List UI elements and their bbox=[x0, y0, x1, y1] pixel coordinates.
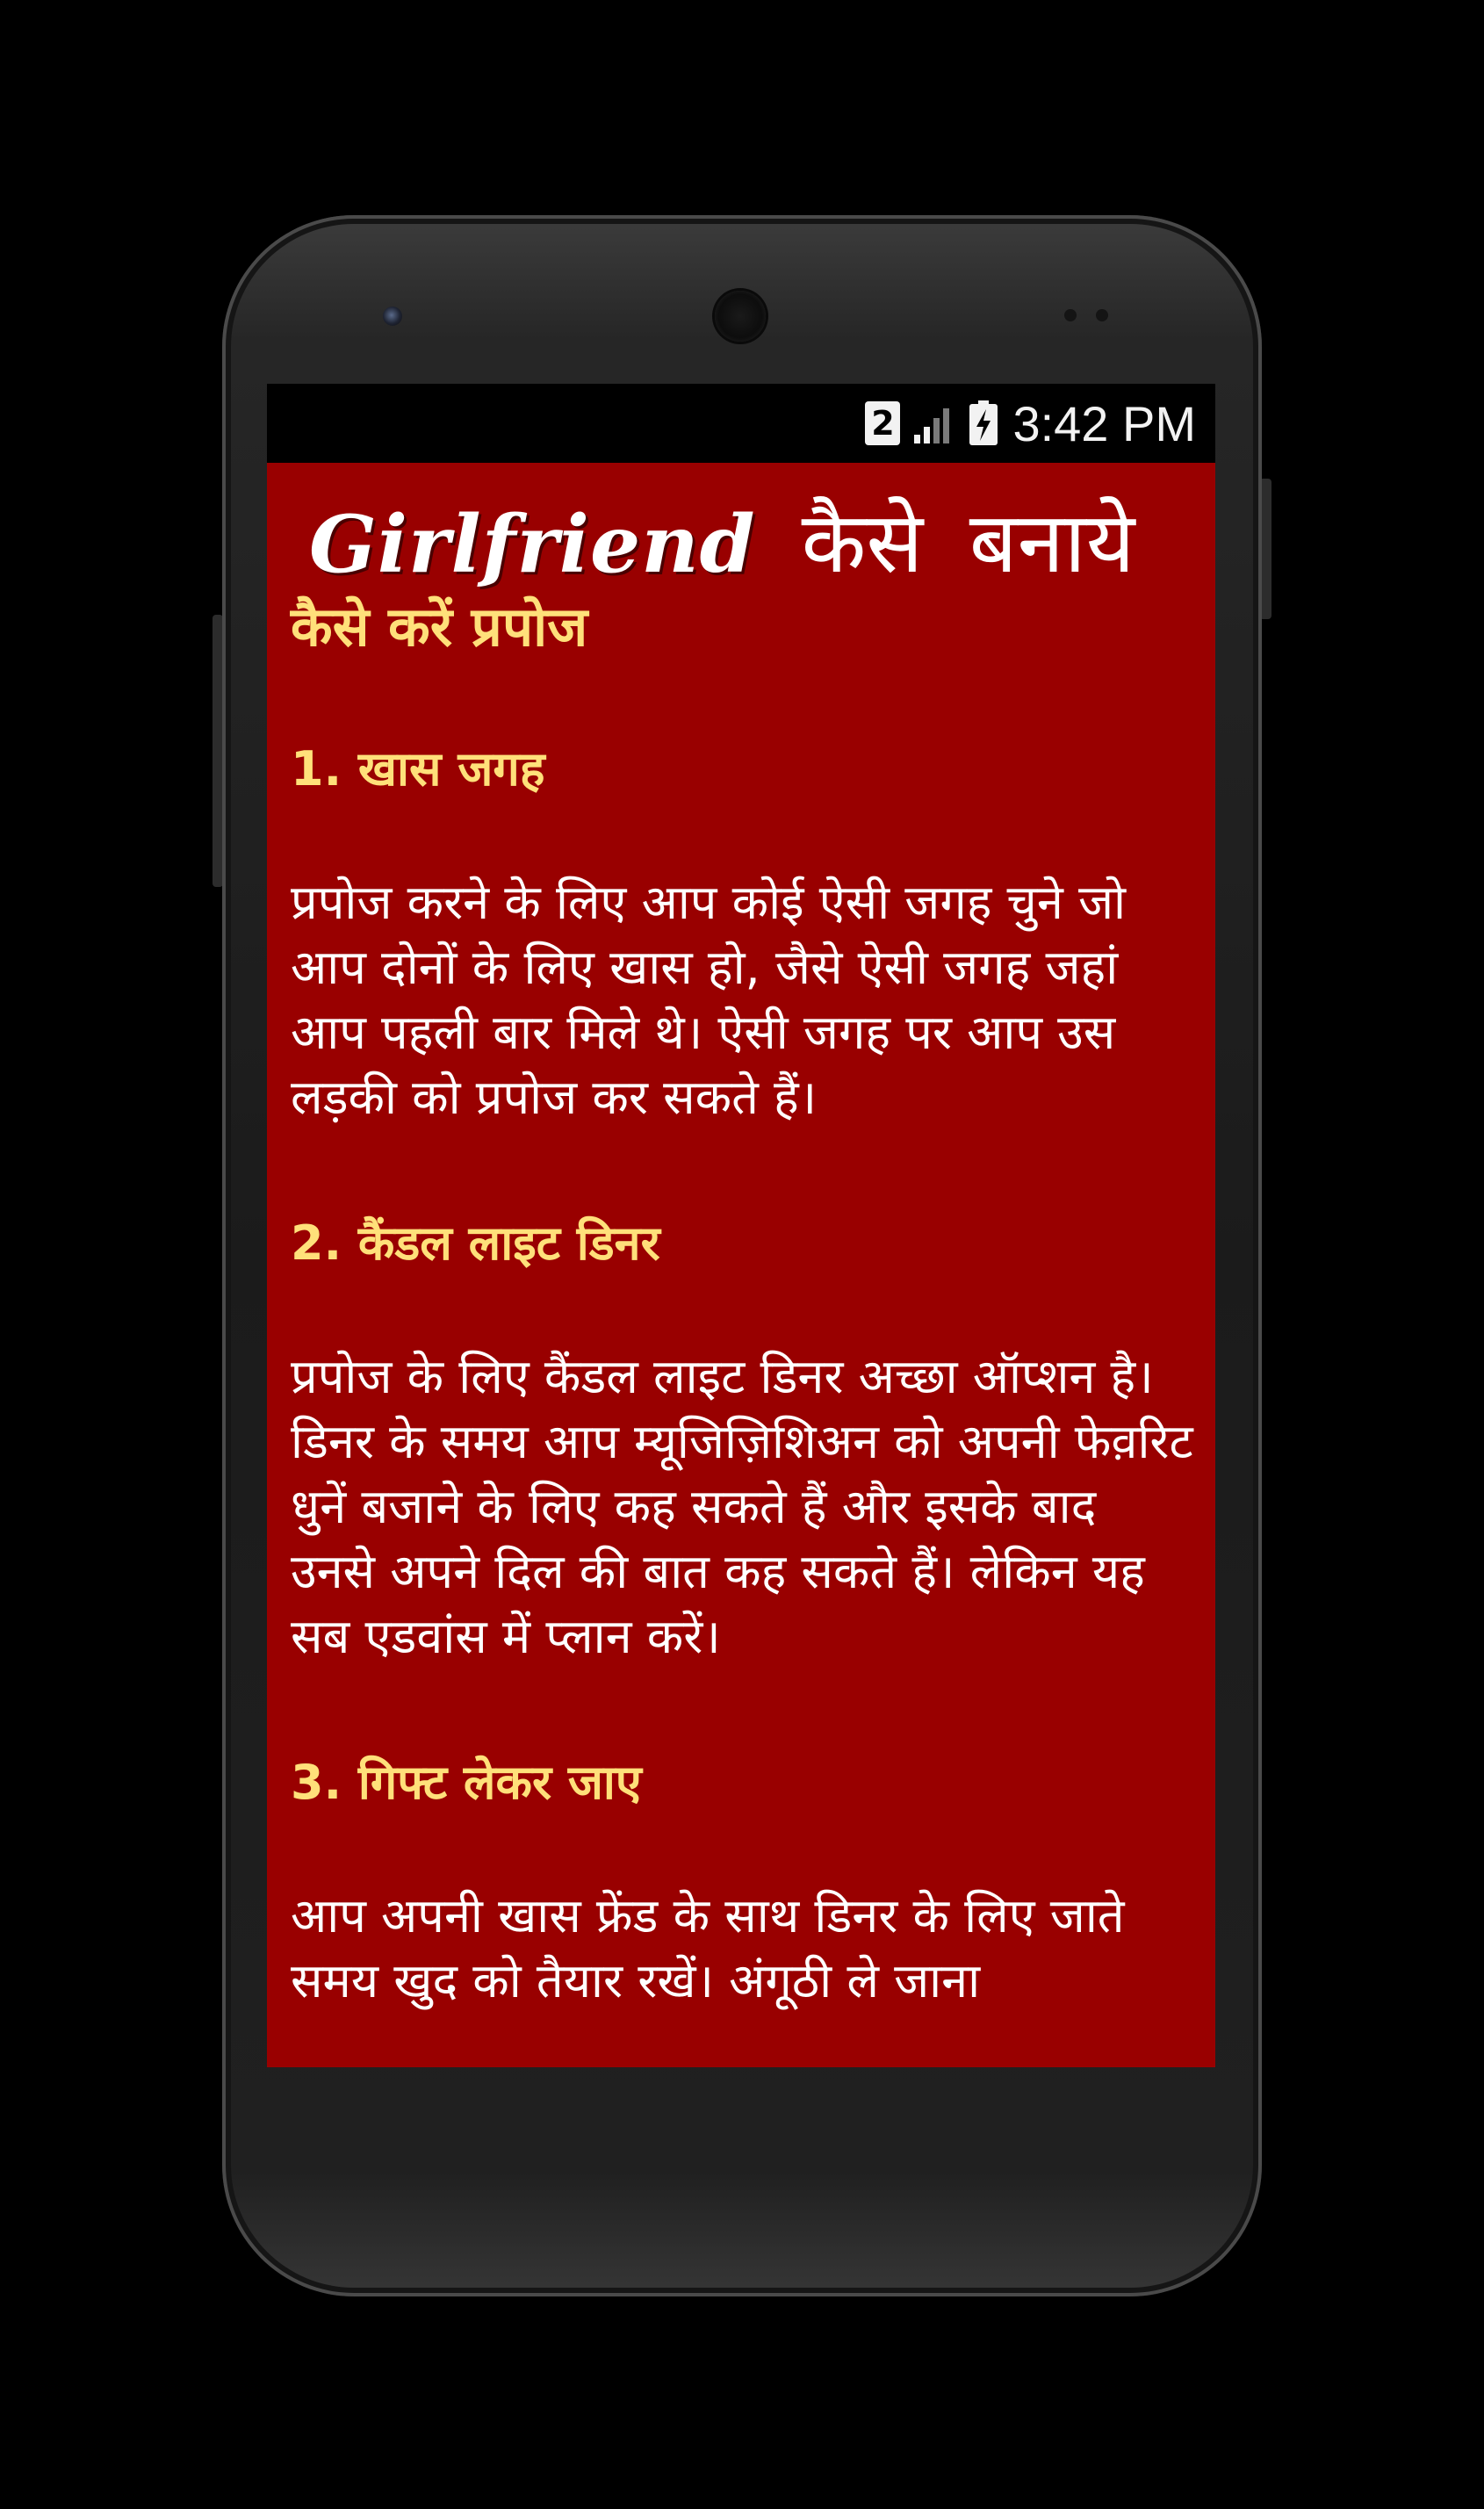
section-body: प्रपोज करने के लिए आप कोई ऐसी जगह चुने जो आप दोनों के लिए खास हो, जैसे ऐसी जगह जहां आप पहली बार मिले थे। ऐसी जगह पर आप उस लड़की को प्रपोज कर सकते हैं। bbox=[291, 875, 1127, 1125]
section-body: प्रपोज के लिए कैंडल लाइट डिनर अच्छा ऑप्शन है। डिनर के समय आप म्यूजिज़िशिअन को अपनी फेव़रिट धुनें बजाने के लिए कह सकते हैं और इसके बाद उनसे अपने दिल की बात कह सकते हैं। लेकिन यह सब एडवांस में प्लान करें। bbox=[291, 1349, 1193, 1664]
sim-2-icon: 2 bbox=[865, 401, 900, 445]
proximity-sensor bbox=[1064, 309, 1077, 321]
section-heading: 2. कैंडल लाइट डिनर bbox=[291, 1215, 660, 1271]
app-title-hindi: कैसे बनाये bbox=[801, 494, 1135, 592]
app-title bbox=[309, 482, 1135, 597]
section-heading: 3. गिफ्ट लेकर जाए bbox=[291, 1755, 642, 1810]
app-content[interactable] bbox=[267, 463, 1215, 2067]
battery-charging-icon bbox=[969, 400, 998, 446]
app-title-english: Girlfriend bbox=[309, 498, 756, 591]
section-body: आप अपनी खास फ्रेंड के साथ डिनर के लिए जाते समय खुद को तैयार रखें। अंगूठी ले जाना bbox=[291, 1888, 1125, 2008]
earpiece-speaker bbox=[715, 291, 766, 342]
section-heading: 1. खास जगह bbox=[291, 741, 545, 797]
article-heading: कैसे करें प्रपोज bbox=[291, 595, 588, 659]
signal-icon bbox=[912, 401, 958, 445]
device-screen bbox=[267, 384, 1215, 2067]
light-sensor bbox=[1096, 309, 1108, 321]
front-camera bbox=[383, 306, 402, 326]
article bbox=[291, 593, 1195, 2067]
status-bar bbox=[267, 384, 1215, 463]
clock-time: 3:42 PM bbox=[1012, 395, 1196, 451]
